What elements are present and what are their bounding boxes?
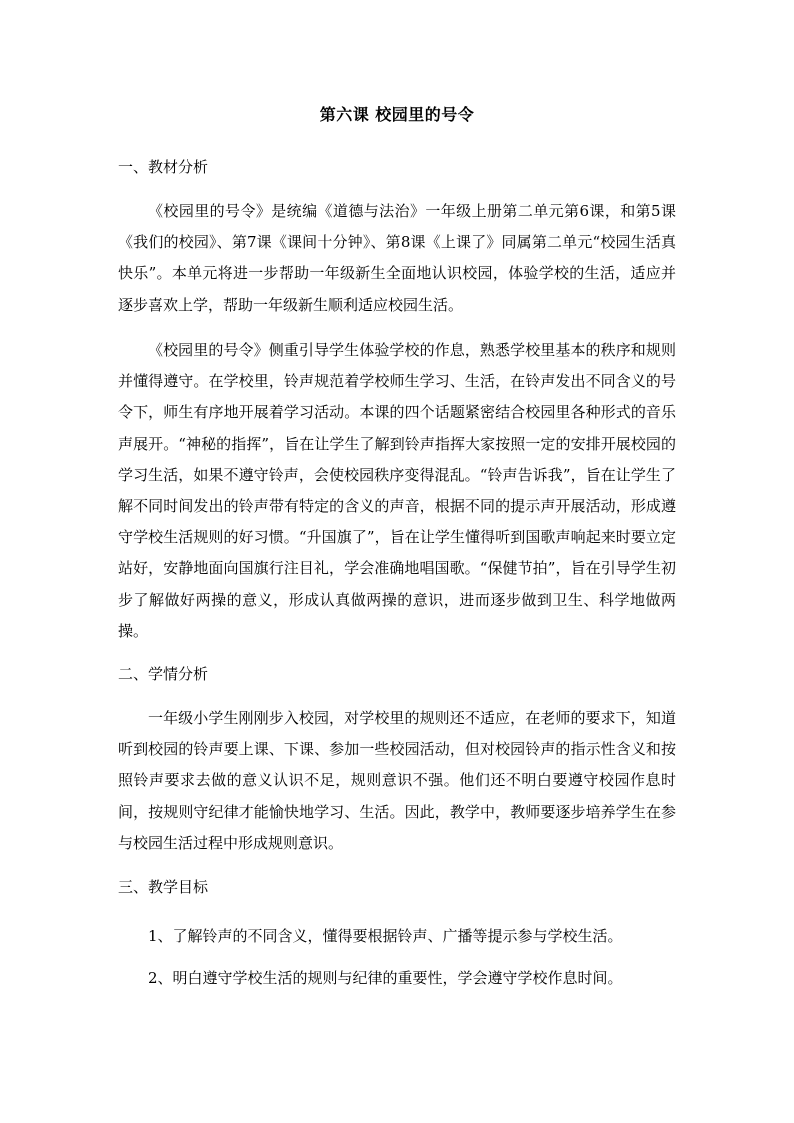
section-heading-student-analysis: 二、学情分析: [118, 665, 209, 683]
goal-item-2: 2、明白遵守学校生活的规则与纪律的重要性，学会遵守学校作息时间。: [148, 969, 623, 987]
section-heading-textbook-analysis: 一、教材分析: [118, 158, 209, 176]
goal-item-1: 1、了解铃声的不同含义，懂得要根据铃声、广播等提示参与学校生活。: [148, 927, 623, 945]
paragraph-lesson-focus: 《校园里的号令》侧重引导学生体验学校的作息，熟悉学校里基本的秩序和规则并懂得遵守。在学校里，铃声规范着学校师生学习、生活，在铃声发出不同含义的号令下，师生有序地开展着学习活动。本课的四个话题紧密结合校园里各种形式的音乐声展开。“神秘的指挥”，旨在让学生了解到铃声指挥大家按照一定的安排开展校园的学习生活，如果不遵守铃声，会使校园秩序变得混乱。“铃声告诉我”，旨在让学生了解不同时间发出的铃声带有特定的含义的声音，根据不同的提示声开展活动，形成遵守学校生活规则的好习惯。“升国旗了”，旨在让学生懂得听到国歌声响起来时要立定站好，安静地面向国旗行注目礼，学会准确地唱国歌。“保健节拍”，旨在引导学生初步了解做好两操的意义，形成认真做两操的意识，进而逐步做到卫生、科学地做两操。: [118, 341, 676, 640]
paragraph-unit-overview: 《校园里的号令》是统编《道德与法治》一年级上册第二单元第6课，和第5课《我们的校园》、第7课《课间十分钟》、第8课《上课了》同属第二单元“校园生活真快乐”。本单元将进一步帮助一年级新生全面地认识校园，体验学校的生活，适应并逐步喜欢上学，帮助一年级新生顺利适应校园生活。: [118, 202, 676, 314]
paragraph-student-analysis: 一年级小学生刚刚步入校园，对学校里的规则还不适应，在老师的要求下，知道听到校园的铃声要上课、下课、参加一些校园活动，但对校园铃声的指示性含义和按照铃声要求去做的意义认识不足，规则意识不强。他们还不明白要遵守校园作息时间，按规则守纪律才能愉快地学习、生活。因此，教学中，教师要逐步培养学生在参与校园生活过程中形成规则意识。: [118, 709, 676, 852]
document-title: 第六课 校园里的号令: [319, 105, 475, 124]
section-heading-teaching-goals: 三、教学目标: [118, 878, 209, 896]
